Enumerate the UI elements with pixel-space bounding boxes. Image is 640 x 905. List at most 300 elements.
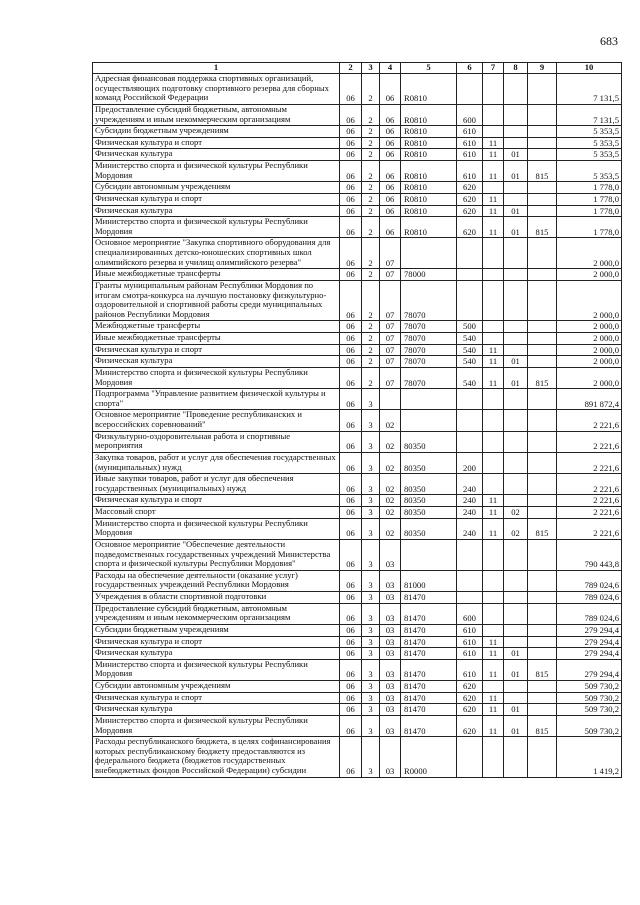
- cell-ministry: 06: [340, 636, 362, 648]
- cell-section: [483, 592, 504, 604]
- cell-program: 3: [362, 603, 380, 624]
- cell-section: [483, 126, 504, 138]
- cell-grbs: [528, 344, 557, 356]
- cell-subprogram: 07: [380, 269, 401, 281]
- table-row: [93, 624, 622, 636]
- cell-subprogram: 06: [380, 149, 401, 161]
- row-name: Физическая культура и спорт: [93, 137, 340, 149]
- cell-subsection: [504, 681, 528, 693]
- cell-grbs: [528, 495, 557, 507]
- cell-expense-type: 620: [457, 217, 483, 238]
- cell-expense-type: 200: [457, 452, 483, 473]
- cell-expense-type: 610: [457, 624, 483, 636]
- cell-ministry: 06: [340, 518, 362, 539]
- cell-amount: 2 000,0: [557, 333, 622, 345]
- cell-expense-type: 610: [457, 126, 483, 138]
- cell-subsection: [504, 452, 528, 473]
- cell-expense-type: 500: [457, 321, 483, 333]
- cell-ministry: 06: [340, 104, 362, 125]
- cell-program: 2: [362, 74, 380, 105]
- cell-subsection: [504, 539, 528, 570]
- cell-grbs: 815: [528, 367, 557, 388]
- cell-ministry: 06: [340, 624, 362, 636]
- row-name: Физическая культура и спорт: [93, 344, 340, 356]
- cell-target-code: 81470: [401, 603, 457, 624]
- cell-grbs: [528, 431, 557, 452]
- col-header: 6: [457, 63, 483, 74]
- cell-ministry: 06: [340, 681, 362, 693]
- cell-expense-type: 610: [457, 161, 483, 182]
- cell-expense-type: 620: [457, 193, 483, 205]
- cell-ministry: 06: [340, 452, 362, 473]
- cell-program: 2: [362, 137, 380, 149]
- cell-expense-type: 540: [457, 344, 483, 356]
- cell-amount: 790 443,8: [557, 539, 622, 570]
- cell-target-code: R0810: [401, 126, 457, 138]
- cell-section: [483, 570, 504, 591]
- cell-program: 2: [362, 182, 380, 194]
- row-name: Физическая культура: [93, 704, 340, 716]
- cell-target-code: 81470: [401, 681, 457, 693]
- cell-amount: 2 000,0: [557, 356, 622, 368]
- row-name: Физическая культура и спорт: [93, 692, 340, 704]
- cell-grbs: [528, 389, 557, 410]
- cell-expense-type: [457, 431, 483, 452]
- cell-subprogram: 03: [380, 648, 401, 660]
- cell-target-code: 81470: [401, 659, 457, 680]
- cell-grbs: [528, 636, 557, 648]
- cell-section: 11: [483, 217, 504, 238]
- cell-target-code: 81470: [401, 636, 457, 648]
- cell-amount: 279 294,4: [557, 648, 622, 660]
- row-name: Физическая культура и спорт: [93, 636, 340, 648]
- cell-amount: 279 294,4: [557, 636, 622, 648]
- cell-expense-type: [457, 238, 483, 269]
- cell-grbs: [528, 193, 557, 205]
- cell-subprogram: 03: [380, 681, 401, 693]
- cell-amount: 279 294,4: [557, 624, 622, 636]
- table-row: [93, 431, 622, 452]
- cell-subsection: 01: [504, 704, 528, 716]
- cell-ministry: 06: [340, 539, 362, 570]
- cell-ministry: 06: [340, 193, 362, 205]
- cell-target-code: [401, 539, 457, 570]
- col-header: 7: [483, 63, 504, 74]
- cell-program: 2: [362, 280, 380, 321]
- cell-section: [483, 321, 504, 333]
- cell-amount: 1 778,0: [557, 205, 622, 217]
- cell-grbs: [528, 507, 557, 519]
- cell-subsection: 01: [504, 149, 528, 161]
- cell-section: 11: [483, 636, 504, 648]
- cell-section: [483, 624, 504, 636]
- cell-amount: 2 221,6: [557, 452, 622, 473]
- cell-program: 3: [362, 737, 380, 778]
- cell-program: 2: [362, 217, 380, 238]
- cell-target-code: 81470: [401, 624, 457, 636]
- cell-subprogram: 06: [380, 104, 401, 125]
- cell-grbs: [528, 205, 557, 217]
- table-row: [93, 389, 622, 410]
- cell-section: 11: [483, 137, 504, 149]
- row-name: Министерство спорта и физической культуры Республики Мордовия: [93, 161, 340, 182]
- cell-section: 11: [483, 692, 504, 704]
- cell-amount: 509 730,2: [557, 681, 622, 693]
- cell-subsection: [504, 126, 528, 138]
- cell-subsection: 01: [504, 356, 528, 368]
- cell-expense-type: 610: [457, 149, 483, 161]
- table-row: [93, 474, 622, 495]
- cell-grbs: [528, 681, 557, 693]
- cell-ministry: 06: [340, 149, 362, 161]
- cell-target-code: R0810: [401, 205, 457, 217]
- cell-subsection: [504, 431, 528, 452]
- cell-subsection: [504, 737, 528, 778]
- cell-target-code: 78070: [401, 280, 457, 321]
- cell-amount: 789 024,6: [557, 592, 622, 604]
- table-row: [93, 681, 622, 693]
- cell-expense-type: 620: [457, 715, 483, 736]
- cell-ministry: 06: [340, 205, 362, 217]
- cell-expense-type: [457, 389, 483, 410]
- table-row: [93, 217, 622, 238]
- cell-amount: 2 221,6: [557, 431, 622, 452]
- cell-grbs: 815: [528, 659, 557, 680]
- cell-expense-type: 600: [457, 104, 483, 125]
- cell-section: 11: [483, 367, 504, 388]
- cell-subsection: 01: [504, 648, 528, 660]
- table-row: [93, 659, 622, 680]
- cell-grbs: [528, 333, 557, 345]
- cell-grbs: [528, 592, 557, 604]
- cell-section: [483, 737, 504, 778]
- cell-program: 3: [362, 592, 380, 604]
- cell-section: [483, 269, 504, 281]
- cell-program: 2: [362, 356, 380, 368]
- cell-subsection: 01: [504, 161, 528, 182]
- cell-ministry: 06: [340, 182, 362, 194]
- cell-section: [483, 182, 504, 194]
- cell-grbs: [528, 539, 557, 570]
- cell-subsection: 01: [504, 205, 528, 217]
- cell-amount: 7 131,5: [557, 74, 622, 105]
- row-name: Расходы на обеспечение деятельности (оказание услуг) государственных учреждений Республики Мордовия: [93, 570, 340, 591]
- cell-ministry: 06: [340, 238, 362, 269]
- row-name: Физическая культура: [93, 356, 340, 368]
- row-name: Физическая культура: [93, 149, 340, 161]
- cell-section: [483, 539, 504, 570]
- row-name: Субсидии автономным учреждениям: [93, 681, 340, 693]
- cell-target-code: R0810: [401, 104, 457, 125]
- cell-target-code: 81470: [401, 715, 457, 736]
- table-row: [93, 333, 622, 345]
- cell-ministry: 06: [340, 507, 362, 519]
- cell-grbs: [528, 624, 557, 636]
- cell-amount: 509 730,2: [557, 704, 622, 716]
- cell-section: [483, 603, 504, 624]
- cell-grbs: [528, 321, 557, 333]
- cell-grbs: [528, 410, 557, 431]
- cell-section: 11: [483, 715, 504, 736]
- cell-amount: 2 000,0: [557, 344, 622, 356]
- cell-ministry: 06: [340, 692, 362, 704]
- cell-subsection: 01: [504, 367, 528, 388]
- cell-ministry: 06: [340, 321, 362, 333]
- cell-subsection: [504, 137, 528, 149]
- cell-ministry: 06: [340, 367, 362, 388]
- cell-subprogram: 03: [380, 715, 401, 736]
- cell-expense-type: [457, 570, 483, 591]
- cell-subsection: [504, 269, 528, 281]
- cell-target-code: 80350: [401, 507, 457, 519]
- cell-expense-type: 610: [457, 659, 483, 680]
- row-name: Физическая культура: [93, 648, 340, 660]
- cell-amount: 2 221,6: [557, 410, 622, 431]
- cell-ministry: 06: [340, 659, 362, 680]
- table-row: [93, 410, 622, 431]
- cell-amount: 5 353,5: [557, 149, 622, 161]
- cell-grbs: [528, 74, 557, 105]
- cell-section: [483, 474, 504, 495]
- cell-subprogram: 03: [380, 539, 401, 570]
- cell-amount: 7 131,5: [557, 104, 622, 125]
- cell-grbs: [528, 126, 557, 138]
- cell-program: 2: [362, 193, 380, 205]
- cell-expense-type: [457, 74, 483, 105]
- cell-target-code: 81000: [401, 570, 457, 591]
- cell-amount: 5 353,5: [557, 126, 622, 138]
- cell-grbs: [528, 603, 557, 624]
- row-name: Основное мероприятие "Обеспечение деятельности подведомственных государственных учреждений Министерства спорта и физической культуры Республики Мордовия": [93, 539, 340, 570]
- cell-section: [483, 410, 504, 431]
- cell-section: [483, 104, 504, 125]
- row-name: Иные межбюджетные трансферты: [93, 333, 340, 345]
- cell-program: 2: [362, 238, 380, 269]
- row-name: Физическая культура: [93, 205, 340, 217]
- cell-ministry: 06: [340, 389, 362, 410]
- cell-program: 3: [362, 681, 380, 693]
- cell-expense-type: 540: [457, 333, 483, 345]
- cell-subsection: [504, 74, 528, 105]
- cell-ministry: 06: [340, 333, 362, 345]
- cell-expense-type: [457, 737, 483, 778]
- cell-grbs: 815: [528, 518, 557, 539]
- cell-program: 3: [362, 692, 380, 704]
- cell-section: 11: [483, 193, 504, 205]
- cell-expense-type: [457, 592, 483, 604]
- cell-program: 3: [362, 624, 380, 636]
- cell-program: 2: [362, 161, 380, 182]
- cell-ministry: 06: [340, 570, 362, 591]
- cell-subsection: 02: [504, 518, 528, 539]
- row-name: Физическая культура и спорт: [93, 495, 340, 507]
- cell-subprogram: 06: [380, 205, 401, 217]
- cell-subprogram: 03: [380, 737, 401, 778]
- cell-subprogram: 06: [380, 126, 401, 138]
- row-name: Субсидии бюджетным учреждениям: [93, 624, 340, 636]
- cell-grbs: 815: [528, 161, 557, 182]
- cell-target-code: 81470: [401, 648, 457, 660]
- row-name: Предоставление субсидий бюджетным, автономным учреждениям и иным некоммерческим организациям: [93, 603, 340, 624]
- cell-section: [483, 681, 504, 693]
- cell-section: [483, 452, 504, 473]
- table-row: [93, 367, 622, 388]
- table-row: [93, 280, 622, 321]
- cell-subsection: [504, 474, 528, 495]
- cell-expense-type: 240: [457, 507, 483, 519]
- cell-expense-type: 540: [457, 356, 483, 368]
- table-row: [93, 737, 622, 778]
- cell-amount: 2 000,0: [557, 238, 622, 269]
- cell-amount: 789 024,6: [557, 570, 622, 591]
- cell-target-code: R0810: [401, 161, 457, 182]
- cell-amount: 1 778,0: [557, 217, 622, 238]
- cell-program: 3: [362, 452, 380, 473]
- col-header: 9: [528, 63, 557, 74]
- cell-grbs: [528, 182, 557, 194]
- cell-subprogram: 02: [380, 495, 401, 507]
- cell-subsection: [504, 692, 528, 704]
- cell-program: 3: [362, 495, 380, 507]
- cell-grbs: [528, 238, 557, 269]
- cell-program: 3: [362, 507, 380, 519]
- cell-subprogram: 03: [380, 592, 401, 604]
- row-name: Иные закупки товаров, работ и услуг для обеспечения государственных (муниципальных) нужд: [93, 474, 340, 495]
- cell-subprogram: 03: [380, 603, 401, 624]
- cell-section: 11: [483, 518, 504, 539]
- cell-target-code: 78000: [401, 269, 457, 281]
- cell-subprogram: 02: [380, 431, 401, 452]
- cell-subprogram: 02: [380, 452, 401, 473]
- row-name: Адресная финансовая поддержка спортивных организаций, осуществляющих подготовку спортивного резерва для сборных команд Российской Федерации: [93, 74, 340, 105]
- cell-subprogram: 07: [380, 333, 401, 345]
- cell-target-code: R0810: [401, 182, 457, 194]
- cell-program: 2: [362, 344, 380, 356]
- cell-program: 3: [362, 636, 380, 648]
- col-header: 3: [362, 63, 380, 74]
- table-row: [93, 592, 622, 604]
- cell-subsection: [504, 238, 528, 269]
- cell-target-code: [401, 410, 457, 431]
- page-number: 683: [600, 34, 618, 48]
- cell-expense-type: 540: [457, 367, 483, 388]
- table-row: [93, 495, 622, 507]
- cell-subsection: [504, 570, 528, 591]
- cell-amount: 2 000,0: [557, 280, 622, 321]
- row-name: Субсидии бюджетным учреждениям: [93, 126, 340, 138]
- cell-section: [483, 280, 504, 321]
- cell-ministry: 06: [340, 410, 362, 431]
- cell-ministry: 06: [340, 137, 362, 149]
- cell-subprogram: 06: [380, 161, 401, 182]
- cell-subprogram: 07: [380, 280, 401, 321]
- cell-amount: 2 000,0: [557, 269, 622, 281]
- cell-expense-type: 620: [457, 205, 483, 217]
- cell-subsection: 01: [504, 659, 528, 680]
- cell-program: 3: [362, 648, 380, 660]
- cell-amount: 279 294,4: [557, 659, 622, 680]
- cell-expense-type: 610: [457, 648, 483, 660]
- cell-program: 2: [362, 269, 380, 281]
- col-header: 2: [340, 63, 362, 74]
- cell-subsection: [504, 321, 528, 333]
- cell-grbs: [528, 149, 557, 161]
- row-name: Министерство спорта и физической культуры Республики Мордовия: [93, 217, 340, 238]
- cell-ministry: 06: [340, 344, 362, 356]
- cell-program: 2: [362, 126, 380, 138]
- cell-expense-type: [457, 539, 483, 570]
- cell-section: 11: [483, 344, 504, 356]
- row-name: Министерство спорта и физической культуры Республики Мордовия: [93, 715, 340, 736]
- cell-grbs: [528, 104, 557, 125]
- cell-target-code: 81470: [401, 704, 457, 716]
- cell-ministry: 06: [340, 280, 362, 321]
- cell-subprogram: 07: [380, 356, 401, 368]
- cell-expense-type: [457, 280, 483, 321]
- cell-subsection: [504, 603, 528, 624]
- cell-section: 11: [483, 495, 504, 507]
- row-name: Министерство спорта и физической культуры Республики Мордовия: [93, 659, 340, 680]
- table-row: [93, 344, 622, 356]
- cell-subprogram: [380, 389, 401, 410]
- cell-subprogram: 07: [380, 321, 401, 333]
- cell-amount: 2 000,0: [557, 367, 622, 388]
- cell-subprogram: 02: [380, 518, 401, 539]
- cell-ministry: 06: [340, 592, 362, 604]
- cell-target-code: 80350: [401, 452, 457, 473]
- cell-subprogram: 07: [380, 238, 401, 269]
- cell-ministry: 06: [340, 495, 362, 507]
- cell-subprogram: 07: [380, 344, 401, 356]
- cell-program: 3: [362, 431, 380, 452]
- cell-grbs: [528, 280, 557, 321]
- cell-section: [483, 74, 504, 105]
- cell-subsection: [504, 592, 528, 604]
- cell-expense-type: 620: [457, 681, 483, 693]
- row-name: Физическая культура и спорт: [93, 193, 340, 205]
- cell-expense-type: 610: [457, 636, 483, 648]
- cell-ministry: 06: [340, 648, 362, 660]
- cell-ministry: 06: [340, 737, 362, 778]
- table-row: [93, 452, 622, 473]
- cell-target-code: 78070: [401, 333, 457, 345]
- cell-subprogram: 06: [380, 193, 401, 205]
- cell-grbs: [528, 356, 557, 368]
- cell-ministry: 06: [340, 217, 362, 238]
- cell-program: 2: [362, 205, 380, 217]
- header-row: [93, 63, 622, 74]
- cell-grbs: [528, 570, 557, 591]
- table-row: [93, 126, 622, 138]
- row-name: Гранты муниципальным районам Республики Мордовия по итогам смотра-конкурса на лучшую постановку физкультурно-оздоровительной и спортивной работы среди муниципальных районов Республики Мордовия: [93, 280, 340, 321]
- cell-ministry: 06: [340, 603, 362, 624]
- cell-subprogram: 06: [380, 137, 401, 149]
- row-name: Подпрограмма "Управление развитием физической культуры и спорта": [93, 389, 340, 410]
- cell-ministry: 06: [340, 126, 362, 138]
- col-header: 10: [557, 63, 622, 74]
- cell-program: 3: [362, 715, 380, 736]
- cell-section: 11: [483, 507, 504, 519]
- table-row: [93, 137, 622, 149]
- table-row: [93, 648, 622, 660]
- cell-amount: 1 778,0: [557, 193, 622, 205]
- cell-target-code: R0810: [401, 74, 457, 105]
- cell-target-code: R0810: [401, 149, 457, 161]
- table-row: [93, 104, 622, 125]
- cell-target-code: 78070: [401, 344, 457, 356]
- cell-subsection: [504, 193, 528, 205]
- cell-target-code: [401, 389, 457, 410]
